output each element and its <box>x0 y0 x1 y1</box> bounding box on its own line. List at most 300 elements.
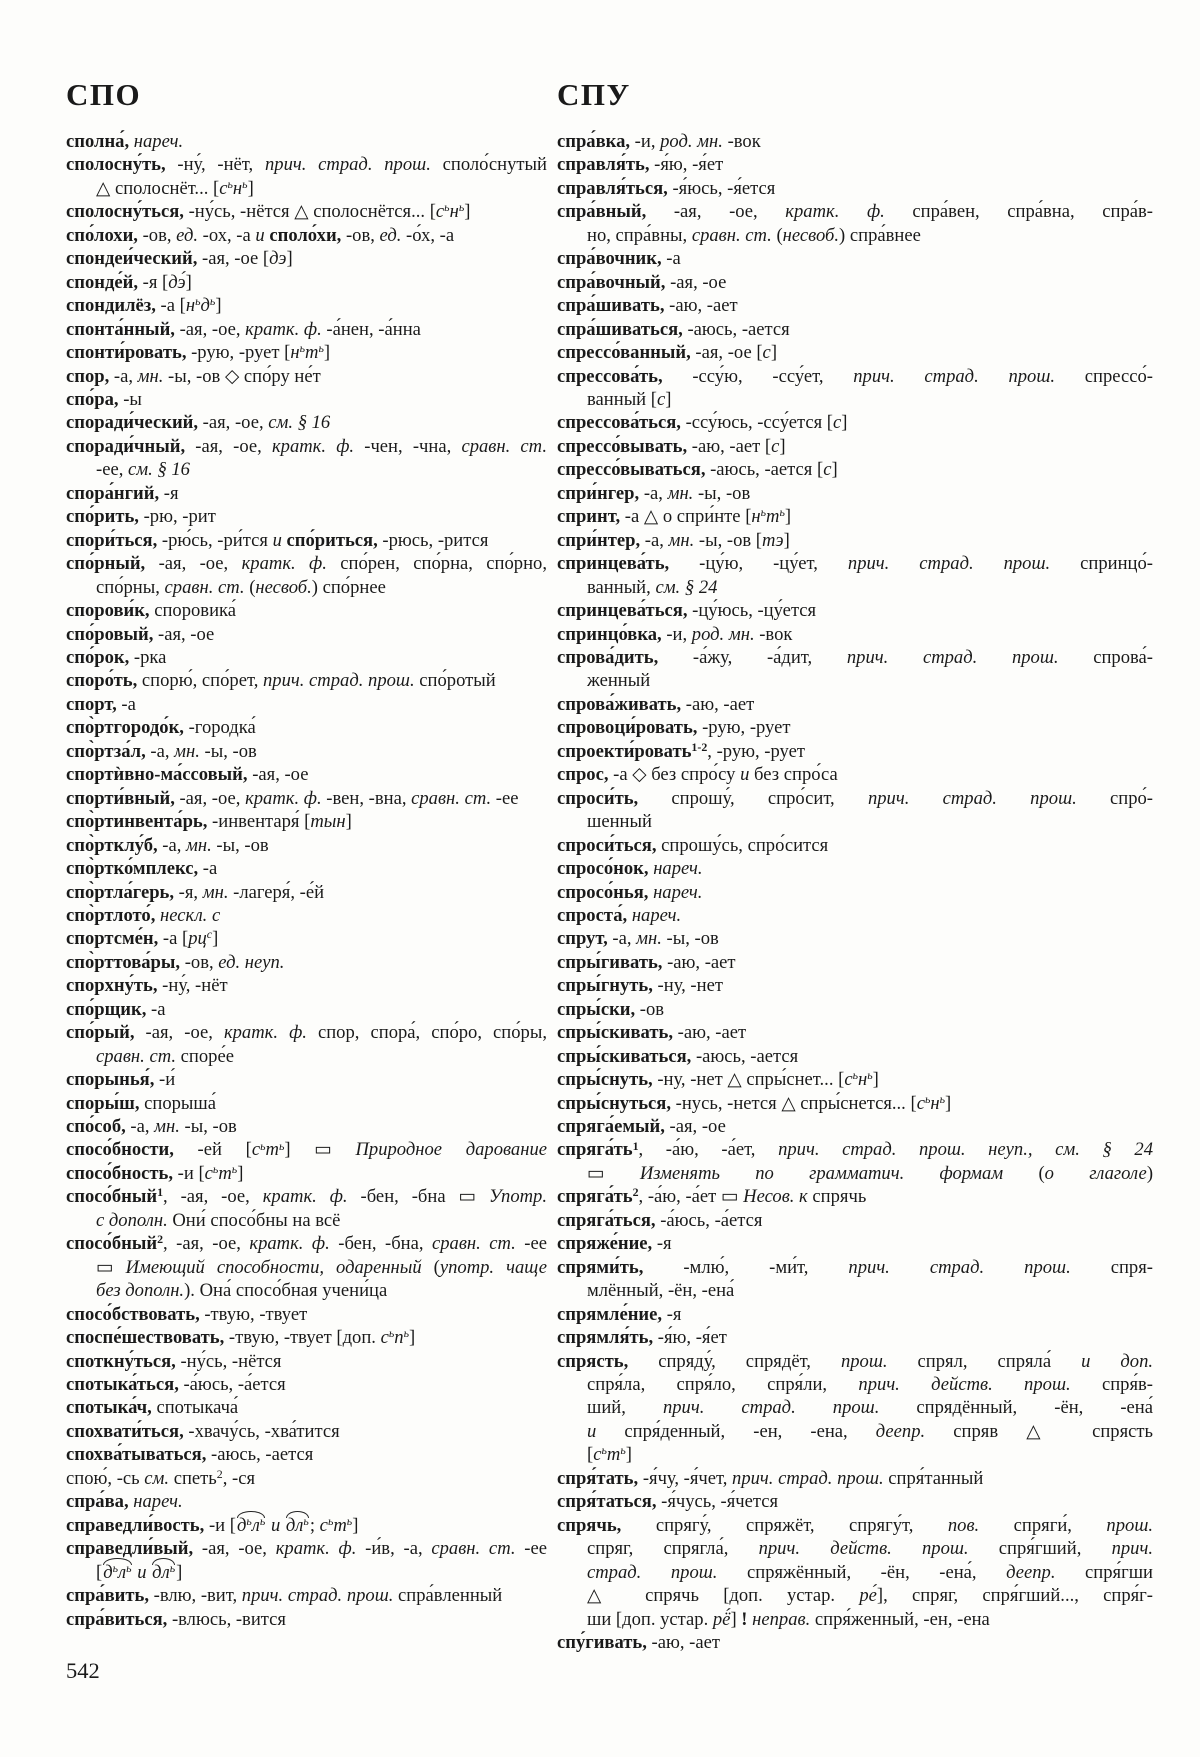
entry-line <box>66 388 547 411</box>
text-segment: ) <box>1146 1162 1154 1184</box>
text-segment: спотыка́ч, <box>66 1397 152 1419</box>
text-segment: ь <box>852 1068 858 1083</box>
text-segment: мн. <box>667 482 694 504</box>
entry-line <box>66 857 547 880</box>
entry-line <box>557 505 1153 528</box>
text-segment: сравн. ст. <box>431 1233 516 1255</box>
text-segment: -рю́сь, -ри́тся <box>157 529 273 551</box>
text-segment: споло́снутый <box>430 154 547 176</box>
text-segment: -ну́, -нёт <box>157 975 228 997</box>
text-segment: ] <box>841 412 848 434</box>
entry-line <box>66 881 547 904</box>
text-segment: ] <box>831 459 838 481</box>
text-segment: -вок <box>722 131 761 152</box>
text-segment: прич. страд. прош. <box>263 670 415 692</box>
text-segment: н <box>751 506 761 528</box>
text-segment: спрова́дить, <box>557 646 659 668</box>
text-segment: мн. <box>154 1116 180 1138</box>
text-segment: спосо́бный <box>66 1186 158 1208</box>
text-segment: кратк. ф. <box>223 1022 307 1044</box>
entry-line <box>557 857 1153 880</box>
text-segment: с <box>844 1069 853 1091</box>
text-segment: спорти́вный, <box>66 787 175 809</box>
text-segment: н <box>232 177 243 199</box>
entry-line <box>557 153 1153 176</box>
text-segment: ь <box>458 200 465 215</box>
entry-line <box>557 318 1153 341</box>
text-segment: спросо́нок, <box>557 858 649 880</box>
text-segment: т <box>265 1139 279 1161</box>
text-segment: спо́рок, <box>66 646 130 668</box>
entry-line <box>557 1561 1153 1584</box>
phonetic-tie <box>236 1514 266 1537</box>
text-segment: -а, <box>125 1116 155 1138</box>
entry-line <box>66 1537 547 1560</box>
text-segment: -хвачу́сь, -хва́тится <box>183 1420 340 1442</box>
entry-line <box>66 1350 547 1373</box>
text-segment: -и, <box>630 131 661 152</box>
text-segment: -ну, -нет <box>652 975 723 997</box>
text-segment: -ей [ <box>173 1139 252 1161</box>
text-segment: спря́таться, <box>557 1491 657 1513</box>
entry-line <box>66 1326 547 1349</box>
entry-line <box>557 271 1153 294</box>
text-segment: -аю, -ает <box>662 951 736 973</box>
text-segment: употр. чаще <box>439 1256 547 1278</box>
entry-line <box>66 365 547 388</box>
entry-line <box>557 1045 1153 1068</box>
text-segment: ] <box>323 342 331 364</box>
entry-line <box>557 411 1153 434</box>
entry-line <box>66 153 547 176</box>
text-segment: ь <box>303 1513 309 1528</box>
text-segment: спори́ться, <box>66 529 158 551</box>
text-segment: споло́хи, <box>269 224 342 246</box>
text-segment: -ну́, -нёт, <box>165 154 265 176</box>
guide-word-left: СПО <box>66 77 142 112</box>
entry-line <box>66 1138 547 1161</box>
entry-line <box>557 1373 1153 1396</box>
text-segment: деепр. <box>1006 1561 1056 1583</box>
text-segment: , -а́ю, -а́ет ▭ <box>638 1186 744 1208</box>
entry-line <box>557 646 1153 669</box>
text-segment: спо̀рттова́ры, <box>66 951 181 973</box>
text-segment: спрессо́вываться, <box>557 459 706 481</box>
text-segment: § 24 <box>1102 1139 1153 1161</box>
entry-line <box>557 365 1153 388</box>
text-segment: -а <box>146 998 166 1020</box>
text-segment: спряже́ние, <box>557 1233 653 1255</box>
text-segment: тын <box>310 811 346 833</box>
text-segment: спо̀ртлото́, <box>66 904 156 926</box>
text-segment: споре́е <box>176 1045 234 1067</box>
text-segment: § 24 <box>684 576 718 598</box>
text-segment: -лагеря́, -е́й <box>228 881 325 903</box>
entry-line <box>66 1021 547 1044</box>
text-segment: -ая, -ое <box>664 1116 726 1138</box>
text-segment: -а ◇ без спро́су <box>608 764 741 786</box>
text-segment: спра́вка, <box>557 131 631 152</box>
text-segment: спры́гнуть, <box>557 975 653 997</box>
column-left-body <box>66 130 547 1631</box>
entry-line <box>557 576 1153 599</box>
entry-line <box>66 177 547 200</box>
entry-line <box>66 435 547 458</box>
entry-line <box>66 716 547 739</box>
text-segment: прош. <box>1106 1514 1153 1536</box>
text-segment: кратк. ф. <box>245 787 322 809</box>
text-segment: ] <box>185 271 192 293</box>
entry-line <box>557 904 1153 927</box>
text-segment: -аюсь, -ается [ <box>705 459 824 481</box>
text-segment: ь <box>209 294 216 309</box>
text-segment: -а, <box>109 365 138 387</box>
entry-line <box>66 1561 547 1584</box>
text-segment: спри́нгер, <box>557 482 640 504</box>
text-segment: спорю́, спо́рет, <box>137 670 263 692</box>
text-segment: п <box>394 1327 404 1349</box>
page-number: 542 <box>66 1658 100 1683</box>
text-segment: ре́ <box>859 1585 877 1607</box>
text-segment: спо́ра, <box>66 388 119 410</box>
text-segment: спрос, <box>557 764 609 786</box>
text-segment: спондеи́ческий, <box>66 248 198 270</box>
text-segment: спо̀ртла́герь, <box>66 881 175 903</box>
text-segment: спряга́ть <box>557 1186 633 1208</box>
entry-line <box>557 669 1153 692</box>
text-segment: спринцо́вка, <box>557 623 662 645</box>
text-segment: ь <box>327 1513 334 1528</box>
text-segment: спосо́бности, <box>66 1139 174 1161</box>
text-segment: мн. <box>137 365 164 387</box>
text-segment: ванный [ <box>587 388 657 410</box>
phonetic-tie <box>285 1514 310 1537</box>
text-segment: справедли́вый, <box>66 1538 194 1560</box>
text-segment: споради́чный, <box>66 435 186 457</box>
text-segment: спря́гши <box>1055 1561 1153 1583</box>
text-segment: 2 <box>216 1466 223 1481</box>
text-segment: сравн. ст. <box>96 1045 176 1067</box>
text-segment: кратк. ф. <box>275 1538 357 1560</box>
text-segment: -ну́сь, -нётся △ сполоснётся... [ <box>183 201 436 223</box>
entry-line <box>557 458 1153 481</box>
text-segment: -ы, -ов <box>661 928 719 950</box>
text-segment: -я́ю, -я́ет <box>649 154 724 176</box>
text-segment: справля́ть, <box>557 154 650 176</box>
text-segment: ] <box>237 1162 244 1184</box>
entry-line <box>557 599 1153 622</box>
entry-line <box>66 599 547 622</box>
text-segment: спря́гший, <box>968 1538 1112 1560</box>
text-segment: спосо́бный <box>66 1233 158 1255</box>
text-segment: т <box>766 506 780 528</box>
entry-line <box>557 998 1153 1021</box>
text-segment: кратк. ф. <box>241 553 327 575</box>
text-segment: с <box>380 1327 389 1349</box>
entry-line <box>66 623 547 646</box>
text-segment: но, спра́вны, <box>587 224 692 246</box>
text-segment: кратк. ф. <box>785 201 885 223</box>
text-segment: -влюсь, -вится <box>167 1608 286 1630</box>
entry-line <box>66 1232 547 1255</box>
text-segment: 1 <box>632 1138 639 1153</box>
text-segment: Несов. к <box>743 1186 808 1208</box>
text-segment: ] <box>464 201 471 223</box>
text-segment: ь <box>924 1091 931 1106</box>
text-segment: спра́шивать, <box>557 295 665 317</box>
entry-line <box>557 1537 1153 1560</box>
text-segment: ) спо́рнее <box>311 576 386 598</box>
text-segment: нареч. <box>133 131 184 152</box>
text-segment: ь <box>195 294 201 309</box>
text-segment: спо́соб, <box>66 1116 126 1138</box>
entry-line <box>66 411 547 434</box>
text-segment: ь <box>403 1326 410 1341</box>
text-segment: н <box>858 1069 868 1091</box>
text-segment: -ая, -ое, <box>185 435 272 457</box>
text-segment: спорхну́ть, <box>66 975 158 997</box>
text-segment: спосо́бствовать, <box>66 1303 200 1325</box>
text-segment: сравн. ст. <box>461 435 547 457</box>
text-segment: с <box>319 1514 328 1536</box>
text-segment: -а, <box>145 740 175 762</box>
entry-line <box>66 1490 547 1513</box>
entry-line <box>557 200 1153 223</box>
text-segment: -а́нен, -а́нна <box>321 318 421 340</box>
text-segment: -ая, -ое [ <box>197 248 270 270</box>
text-segment: -рка <box>129 646 167 668</box>
text-segment: спрессова́ть, <box>557 365 663 387</box>
entry-line <box>557 1584 1153 1607</box>
text-segment: , -рую, -рует <box>707 740 805 762</box>
text-segment: спорови́к, <box>66 600 150 622</box>
text-segment: ед. <box>379 224 402 246</box>
text-segment: спорыша́ <box>139 1092 216 1114</box>
text-segment: -инвентаря́ [ <box>207 811 311 833</box>
text-segment: -нусь, -нется △ спры́снется... [ <box>671 1092 917 1114</box>
text-segment: с <box>833 412 842 434</box>
text-segment: ( <box>771 224 783 246</box>
text-segment: н <box>930 1092 940 1114</box>
text-segment: -бен, -бна, <box>329 1233 432 1255</box>
text-segment: спряги́, <box>979 1514 1107 1536</box>
text-segment: -ссу́ю, -ссу́ет, <box>662 365 854 387</box>
entry-line <box>557 1443 1153 1466</box>
text-segment: ь <box>259 1513 266 1528</box>
text-segment: ь <box>169 1560 176 1575</box>
entry-line <box>557 693 1153 716</box>
text-segment: и <box>272 529 282 551</box>
text-segment: спо̀ртгородо́к, <box>66 717 184 739</box>
text-segment: -аю, -ает <box>646 1632 721 1653</box>
text-segment: мн. <box>202 881 229 903</box>
text-segment: спрошу́сь, спро́сится <box>656 834 829 856</box>
text-segment: -ая, -ое <box>153 623 215 645</box>
entry-line <box>66 1162 547 1185</box>
entry-line <box>66 1185 547 1208</box>
text-segment: спра́вить, <box>66 1585 149 1607</box>
entry-line <box>66 787 547 810</box>
text-segment: -ы, -ов <box>199 740 257 762</box>
text-segment: ь <box>126 1560 132 1575</box>
text-segment: -ая, -ое [ <box>690 342 763 364</box>
entry-line <box>557 810 1153 833</box>
text-segment: ь <box>346 1513 353 1528</box>
text-segment: и <box>587 1420 597 1442</box>
text-segment: -я <box>652 1233 672 1255</box>
text-segment: несвоб. <box>782 224 840 246</box>
text-segment: ши [доп. устар. <box>587 1608 713 1630</box>
text-segment: мн. <box>174 740 200 762</box>
text-segment: 2 <box>632 1185 639 1200</box>
text-segment: спо́рны, <box>96 576 165 598</box>
text-segment: мн. <box>636 928 662 950</box>
text-segment: спры́гивать, <box>557 951 663 973</box>
text-segment: -ов <box>635 998 665 1020</box>
text-segment: спря́в- <box>1070 1374 1153 1396</box>
text-segment: прич. страд. прош. <box>241 1585 394 1607</box>
text-segment: споры́ш, <box>66 1092 140 1114</box>
text-segment: спортѝвно-ма́ссовый, <box>66 764 248 786</box>
text-segment: прич. страд. прош. <box>662 1397 880 1419</box>
text-segment: ] <box>212 928 219 950</box>
text-segment: млённый, -ён, -ена́ <box>587 1280 735 1302</box>
text-segment: ь <box>939 1091 946 1106</box>
column-left <box>66 78 547 1631</box>
text-segment: ! <box>741 1608 748 1630</box>
text-segment: -аюсь, -ается <box>682 318 790 340</box>
text-segment: 1 <box>157 1185 164 1200</box>
entry-line <box>557 1162 1153 1185</box>
text-segment: ] <box>247 177 254 199</box>
entry-line <box>66 1514 547 1537</box>
entry-line <box>66 1303 547 1326</box>
text-segment: -аюсь, -ается <box>206 1444 314 1466</box>
text-segment: справедли́вость, <box>66 1514 205 1536</box>
text-segment: ] <box>872 1069 879 1091</box>
text-segment: -аюсь, -ается <box>691 1045 799 1067</box>
text-segment: -ы, -ов ◇ спо́ру не́т <box>163 365 321 387</box>
text-segment: ь <box>620 1443 626 1458</box>
text-segment: ▭ <box>96 1256 126 1278</box>
entry-line <box>66 1092 547 1115</box>
text-segment: и доп. <box>1081 1350 1154 1372</box>
text-segment: Употр. <box>489 1186 547 1208</box>
text-segment: деепр. <box>875 1420 926 1442</box>
text-segment: спо́лохи, <box>66 224 138 246</box>
text-segment: -ая, -ое, <box>174 318 246 340</box>
phonetic-tie <box>151 1561 176 1584</box>
entry-line <box>66 646 547 669</box>
text-segment: т <box>218 1162 232 1184</box>
text-segment: ь <box>246 1513 252 1528</box>
entry-line <box>66 763 547 786</box>
text-segment: ь <box>260 1138 266 1153</box>
text-segment: -а, <box>639 482 668 504</box>
text-segment: ь <box>227 176 233 191</box>
text-segment: спряду́, спрядёт, <box>628 1350 841 1372</box>
text-segment: -ов, <box>137 224 177 246</box>
entry-line <box>66 1209 547 1232</box>
text-segment: прич. страд. прош. <box>853 365 1056 387</box>
text-segment: -и [ <box>173 1162 205 1184</box>
text-segment: нареч. <box>653 858 703 880</box>
entry-line <box>66 458 547 481</box>
entry-line <box>66 271 547 294</box>
text-segment: с <box>204 1162 213 1184</box>
entry-line <box>557 1185 1153 1208</box>
text-segment: спросо́нья, <box>557 881 649 903</box>
text-segment: д <box>103 1561 113 1583</box>
text-segment: прич. действ. прош. <box>858 1374 1071 1396</box>
text-segment: спряв △ спрясть <box>925 1420 1153 1442</box>
text-segment: спо́рить, <box>66 506 139 528</box>
text-segment: ( <box>421 1256 440 1278</box>
text-segment: спрячь <box>807 1186 867 1208</box>
text-segment: т <box>305 342 319 364</box>
text-segment: Изменять по грамматич. формам <box>639 1162 1004 1184</box>
text-segment: -ну, -нет △ спры́снет... [ <box>652 1069 845 1091</box>
text-segment: нареч. <box>653 881 703 903</box>
text-segment: спондилёз, <box>66 295 156 317</box>
text-segment: ший, <box>587 1397 663 1419</box>
text-segment: ь <box>212 1162 219 1176</box>
text-segment: -ая, -ое <box>247 764 309 786</box>
text-segment: ; <box>309 1514 320 1536</box>
text-segment: -я [ <box>138 271 169 293</box>
text-segment: -ы <box>118 388 142 410</box>
text-segment: и <box>270 1514 281 1536</box>
entry-line <box>557 435 1153 458</box>
text-segment: ] <box>945 1092 952 1114</box>
text-segment: спрясть, <box>557 1350 629 1372</box>
text-segment: спра́вленный <box>393 1585 503 1607</box>
text-segment: спо́рый, <box>66 1022 135 1044</box>
text-segment: неправ. <box>752 1608 811 1630</box>
text-segment: дл <box>152 1561 170 1583</box>
text-segment: спрессо́- <box>1055 365 1153 387</box>
text-segment: н <box>185 295 196 317</box>
text-segment: -ссу́юсь, -ссу́ется [ <box>680 412 833 434</box>
text-segment: с <box>251 1139 261 1161</box>
text-segment: ] <box>770 342 778 364</box>
text-segment: -и́в, -а, <box>356 1538 432 1560</box>
text-segment: спра́вен, спра́вна, спра́в- <box>884 201 1153 223</box>
text-segment: спряга́ться, <box>557 1209 656 1231</box>
text-segment: спря́ла, спря́ло, спря́ли, <box>587 1374 859 1396</box>
text-segment: спры́скивать, <box>557 1022 673 1044</box>
entry-line <box>557 1396 1153 1419</box>
text-segment: ] ▭ <box>284 1139 356 1161</box>
text-segment: с <box>435 201 445 223</box>
text-segment: -цу́юсь, -цу́ется <box>687 600 817 622</box>
text-segment: ь <box>867 1068 873 1083</box>
entry-line <box>557 1514 1153 1537</box>
text-segment: страд. прош. <box>587 1561 718 1583</box>
text-segment: спря́женный, -ен, -ена <box>810 1608 990 1630</box>
entry-line <box>66 1068 547 1091</box>
text-segment: л <box>251 1514 260 1536</box>
text-segment: ь <box>318 341 324 356</box>
text-segment: спрями́ть, <box>557 1256 644 1278</box>
text-segment: -ов, <box>180 951 219 973</box>
text-segment: -цу́ю, -цу́ет, <box>669 553 848 575</box>
text-segment: 2 <box>157 1232 164 1247</box>
text-segment: спосо́бность, <box>66 1162 173 1184</box>
text-segment: спонти́ровать, <box>66 342 187 364</box>
entry-line <box>66 974 547 997</box>
text-segment: спотыка́ться, <box>66 1374 179 1396</box>
